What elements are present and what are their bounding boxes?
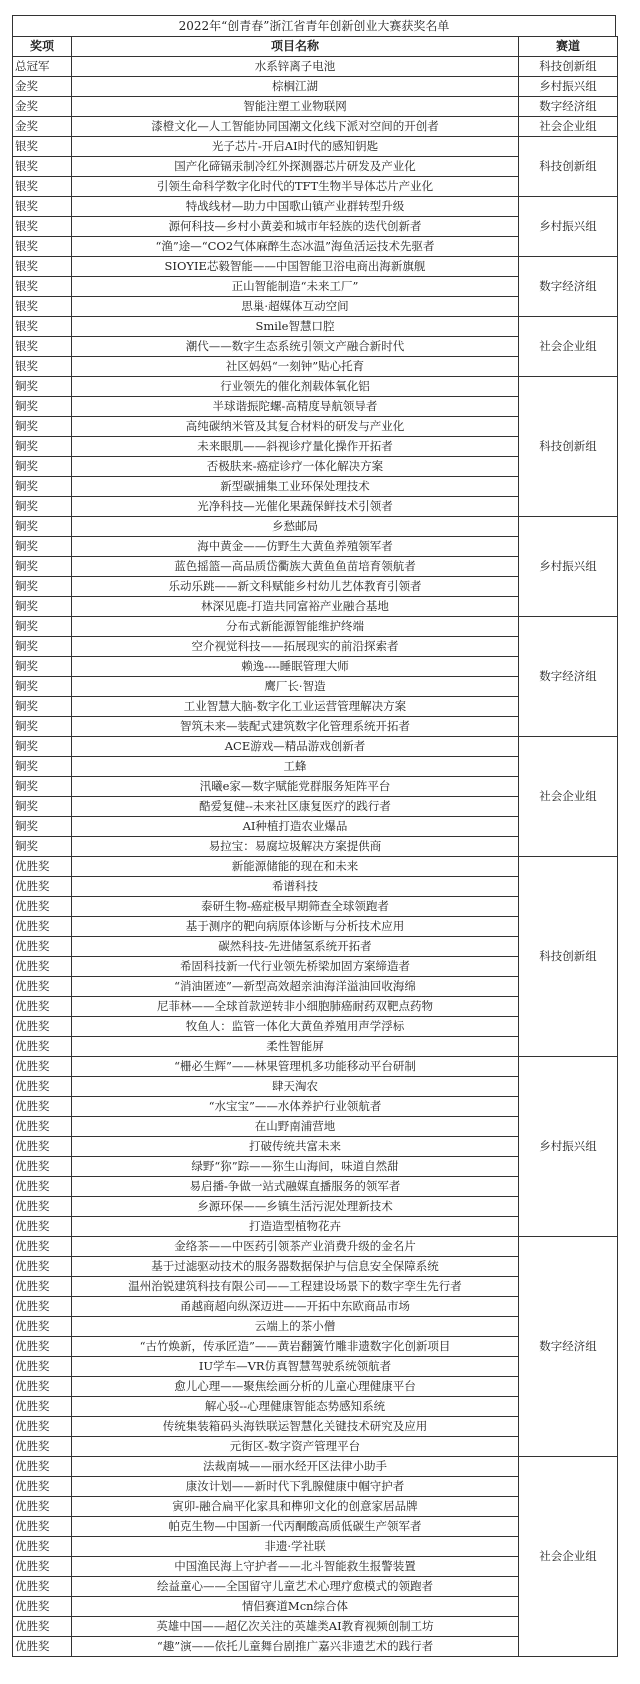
award-cell: 铜奖: [13, 537, 72, 557]
project-name-cell: 温州治锐建筑科技有限公司——工程建设场景下的数字孪生先行者: [72, 1277, 519, 1297]
award-cell: 铜奖: [13, 777, 72, 797]
award-cell: 铜奖: [13, 757, 72, 777]
table-row: [13, 77, 618, 97]
award-cell: 银奖: [13, 217, 72, 237]
project-name-cell: 社区妈妈“一刻钟”贴心托育: [72, 357, 519, 377]
project-name-cell: 新型碳捕集工业环保处理技术: [72, 477, 519, 497]
award-cell: 优胜奖: [13, 1257, 72, 1277]
project-name-cell: 元街区-数字资产管理平台: [72, 1437, 519, 1457]
project-name-cell: 特战线材—助力中国歌山镇产业群转型升级: [72, 197, 519, 217]
project-name-cell: 引领生命科学数字化时代的TFT生物半导体芯片产业化: [72, 177, 519, 197]
award-cell: 铜奖: [13, 477, 72, 497]
award-cell: 优胜奖: [13, 1177, 72, 1197]
award-cell: 优胜奖: [13, 1297, 72, 1317]
project-name-cell: 水系锌离子电池: [72, 57, 519, 77]
project-name-cell: 云端上的茶小僧: [72, 1317, 519, 1337]
award-cell: 优胜奖: [13, 1237, 72, 1257]
award-cell: 优胜奖: [13, 1097, 72, 1117]
award-cell: 铜奖: [13, 597, 72, 617]
table-row: [13, 1057, 618, 1077]
track-cell: 科技创新组: [519, 137, 618, 197]
award-cell: 优胜奖: [13, 1117, 72, 1137]
project-name-cell: 国产化碲镉汞制冷红外探测器芯片研发及产业化: [72, 157, 519, 177]
track-cell: 社会企业组: [519, 737, 618, 857]
project-name-cell: 打破传统共富未来: [72, 1137, 519, 1157]
project-name-cell: Smile智慧口腔: [72, 317, 519, 337]
table-row: [13, 517, 618, 537]
project-name-cell: 源何科技—乡村小黄姜和城市年轻族的迭代创新者: [72, 217, 519, 237]
project-name-cell: 行业领先的催化剂载体氧化铝: [72, 377, 519, 397]
project-name-cell: 工业智慧大脑-数字化工业运营管理解决方案: [72, 697, 519, 717]
project-name-cell: 在山野南浦营地: [72, 1117, 519, 1137]
award-cell: 铜奖: [13, 617, 72, 637]
award-cell: 银奖: [13, 237, 72, 257]
project-name-cell: 潮代——数字生态系统引领文产融合新时代: [72, 337, 519, 357]
project-name-cell: 尼菲林——全球首款逆转非小细胞肺癌耐药双靶点药物: [72, 997, 519, 1017]
award-cell: 铜奖: [13, 697, 72, 717]
award-cell: 总冠军: [13, 57, 72, 77]
award-cell: 优胜奖: [13, 1037, 72, 1057]
project-name-cell: 工蜂: [72, 757, 519, 777]
award-cell: 铜奖: [13, 457, 72, 477]
award-cell: 优胜奖: [13, 1577, 72, 1597]
award-cell: 优胜奖: [13, 1617, 72, 1637]
project-name-cell: 乡源环保——乡镇生活污泥处理新技术: [72, 1197, 519, 1217]
project-name-cell: 法裁南城——丽水经开区法律小助手: [72, 1457, 519, 1477]
award-cell: 铜奖: [13, 637, 72, 657]
award-cell: 银奖: [13, 197, 72, 217]
table-header-row: [13, 37, 618, 57]
award-cell: 铜奖: [13, 577, 72, 597]
project-name-cell: 解心驳--心理健康智能态势感知系统: [72, 1397, 519, 1417]
table-row: [13, 737, 618, 757]
award-table: [12, 36, 618, 1657]
project-name-cell: “趣”演——依托儿童舞台剧推广嘉兴非遗艺术的践行者: [72, 1637, 519, 1657]
table-row: [13, 857, 618, 877]
project-name-cell: 林深见鹿-打造共同富裕产业融合基地: [72, 597, 519, 617]
award-cell: 优胜奖: [13, 1137, 72, 1157]
project-name-cell: 智能注塑工业物联网: [72, 97, 519, 117]
award-cell: 铜奖: [13, 397, 72, 417]
project-name-cell: 绿野“狝”踪——狝生山海间，味道自然甜: [72, 1157, 519, 1177]
table-row: [13, 57, 618, 77]
award-cell: 优胜奖: [13, 877, 72, 897]
award-cell: 优胜奖: [13, 977, 72, 997]
project-name-cell: “古竹焕新，传承匠造”——黄岩翻簧竹雕非遗数字化创新项目: [72, 1337, 519, 1357]
project-name-cell: 蓝色摇篮—高品质岱衢族大黄鱼鱼苗培育领航者: [72, 557, 519, 577]
track-cell: 数字经济组: [519, 617, 618, 737]
track-cell: 数字经济组: [519, 1237, 618, 1457]
table-row: [13, 377, 618, 397]
project-name-cell: 康汝计划——新时代下乳腺健康中帼守护者: [72, 1477, 519, 1497]
project-name-cell: 新能源储能的现在和未来: [72, 857, 519, 877]
project-name-cell: 酷爱复健--未来社区康复医疗的践行者: [72, 797, 519, 817]
award-cell: 铜奖: [13, 517, 72, 537]
award-cell: 银奖: [13, 177, 72, 197]
project-name-cell: 基于测序的靶向病原体诊断与分析技术应用: [72, 917, 519, 937]
award-cell: 优胜奖: [13, 1437, 72, 1457]
award-cell: 铜奖: [13, 677, 72, 697]
project-name-cell: 汛曦e家—数字赋能党群服务矩阵平台: [72, 777, 519, 797]
award-cell: 金奖: [13, 77, 72, 97]
award-cell: 优胜奖: [13, 957, 72, 977]
award-cell: 铜奖: [13, 497, 72, 517]
project-name-cell: “渔”途—“CO2气体麻醉生态冰温”海鱼活运技术先驱者: [72, 237, 519, 257]
project-name-cell: 漆橙文化—人工智能协同国潮文化线下派对空间的开创者: [72, 117, 519, 137]
track-cell: 科技创新组: [519, 377, 618, 517]
award-cell: 优胜奖: [13, 1557, 72, 1577]
track-cell: 乡村振兴组: [519, 517, 618, 617]
project-name-cell: 非遗·学社联: [72, 1537, 519, 1557]
award-cell: 优胜奖: [13, 1377, 72, 1397]
award-cell: 优胜奖: [13, 997, 72, 1017]
project-name-cell: 肆天淘农: [72, 1077, 519, 1097]
award-cell: 优胜奖: [13, 1477, 72, 1497]
award-cell: 铜奖: [13, 437, 72, 457]
project-name-cell: 寅卯-融合扁平化家具和榫卯文化的创意家居品牌: [72, 1497, 519, 1517]
award-cell: 优胜奖: [13, 1277, 72, 1297]
award-cell: 优胜奖: [13, 1017, 72, 1037]
award-cell: 优胜奖: [13, 1077, 72, 1097]
project-name-cell: 高纯碳纳米管及其复合材料的研发与产业化: [72, 417, 519, 437]
table-row: [13, 97, 618, 117]
award-cell: 铜奖: [13, 557, 72, 577]
track-cell: 乡村振兴组: [519, 1057, 618, 1237]
header-track: 赛道: [519, 37, 618, 57]
award-cell: 银奖: [13, 137, 72, 157]
track-cell: 乡村振兴组: [519, 77, 618, 97]
project-name-cell: 中国渔民海上守护者——北斗智能救生报警装置: [72, 1557, 519, 1577]
project-name-cell: 英雄中国——超亿次关注的英雄类AI教育视频创制工坊: [72, 1617, 519, 1637]
award-cell: 优胜奖: [13, 1497, 72, 1517]
project-name-cell: 易启播-争做一站式融媒直播服务的领军者: [72, 1177, 519, 1197]
track-cell: 科技创新组: [519, 857, 618, 1057]
project-name-cell: 分布式新能源智能维护终端: [72, 617, 519, 637]
award-cell: 优胜奖: [13, 1457, 72, 1477]
project-name-cell: 柔性智能屏: [72, 1037, 519, 1057]
award-cell: 优胜奖: [13, 1637, 72, 1657]
project-name-cell: 棕榈江湖: [72, 77, 519, 97]
award-cell: 优胜奖: [13, 1397, 72, 1417]
award-cell: 铜奖: [13, 657, 72, 677]
project-name-cell: 碳然科技-先进储氢系统开拓者: [72, 937, 519, 957]
award-cell: 优胜奖: [13, 1357, 72, 1377]
award-cell: 铜奖: [13, 837, 72, 857]
award-cell: 优胜奖: [13, 1217, 72, 1237]
project-name-cell: 乡愁邮局: [72, 517, 519, 537]
award-cell: 优胜奖: [13, 1317, 72, 1337]
project-name-cell: 基于过滤驱动技术的服务器数据保护与信息安全保障系统: [72, 1257, 519, 1277]
award-list-document: [12, 15, 616, 1657]
award-cell: 优胜奖: [13, 857, 72, 877]
project-name-cell: 泰研生物-癌症极早期筛查全球领跑者: [72, 897, 519, 917]
award-cell: 银奖: [13, 257, 72, 277]
project-name-cell: 鹰厂长·智造: [72, 677, 519, 697]
project-name-cell: ACE游戏—精品游戏创新者: [72, 737, 519, 757]
award-cell: 银奖: [13, 297, 72, 317]
project-name-cell: 光子芯片-开启AI时代的感知钥匙: [72, 137, 519, 157]
table-row: [13, 317, 618, 337]
header-award: 奖项: [13, 37, 72, 57]
project-name-cell: 希固科技新一代行业领先桥梁加固方案缔造者: [72, 957, 519, 977]
award-cell: 银奖: [13, 157, 72, 177]
award-cell: 优胜奖: [13, 1537, 72, 1557]
project-name-cell: 赖逸----睡眠管理大师: [72, 657, 519, 677]
award-cell: 优胜奖: [13, 937, 72, 957]
project-name-cell: 愈儿心理——聚焦绘画分析的儿童心理健康平台: [72, 1377, 519, 1397]
project-name-cell: 半球谐振陀螺-高精度导航领导者: [72, 397, 519, 417]
project-name-cell: “栅必生辉”——林果管理机多功能移动平台研制: [72, 1057, 519, 1077]
project-name-cell: 空介视觉科技——拓展现实的前沿探索者: [72, 637, 519, 657]
award-cell: 优胜奖: [13, 1157, 72, 1177]
award-cell: 金奖: [13, 117, 72, 137]
project-name-cell: 易拉宝：易腐垃圾解决方案提供商: [72, 837, 519, 857]
project-name-cell: 乐动乐跳——新文科赋能乡村幼儿艺体教育引领者: [72, 577, 519, 597]
award-cell: 铜奖: [13, 717, 72, 737]
award-cell: 金奖: [13, 97, 72, 117]
project-name-cell: 牧鱼人：监管一体化大黄鱼养殖用声学浮标: [72, 1017, 519, 1037]
award-cell: 优胜奖: [13, 1197, 72, 1217]
project-name-cell: “消油匿迹”—新型高效超亲油海洋溢油回收海绵: [72, 977, 519, 997]
award-cell: 银奖: [13, 317, 72, 337]
project-name-cell: 未来眼肌——斜视诊疗量化操作开拓者: [72, 437, 519, 457]
project-name-cell: 光净科技—光催化果蔬保鲜技术引领者: [72, 497, 519, 517]
table-row: [13, 257, 618, 277]
award-cell: 铜奖: [13, 737, 72, 757]
award-cell: 优胜奖: [13, 1517, 72, 1537]
track-cell: 数字经济组: [519, 257, 618, 317]
award-cell: 优胜奖: [13, 1417, 72, 1437]
project-name-cell: IU学车—VR仿真智慧驾驶系统领航者: [72, 1357, 519, 1377]
track-cell: 社会企业组: [519, 1457, 618, 1657]
award-cell: 铜奖: [13, 417, 72, 437]
award-cell: 优胜奖: [13, 917, 72, 937]
project-name-cell: 思巢·超媒体互动空间: [72, 297, 519, 317]
project-name-cell: SIOYIE芯毅智能——中国智能卫浴电商出海新旗舰: [72, 257, 519, 277]
project-name-cell: 希谱科技: [72, 877, 519, 897]
track-cell: 社会企业组: [519, 117, 618, 137]
project-name-cell: 帕克生物—中国新一代丙酮酸高质低碳生产领军者: [72, 1517, 519, 1537]
document-title: 2022年“创青春”浙江省青年创新创业大赛获奖名单: [12, 15, 616, 36]
award-table-body: [13, 57, 618, 1657]
award-cell: 银奖: [13, 357, 72, 377]
award-cell: 铜奖: [13, 817, 72, 837]
award-cell: 优胜奖: [13, 1337, 72, 1357]
project-name-cell: 否极肤来-癌症诊疗一体化解决方案: [72, 457, 519, 477]
table-row: [13, 1457, 618, 1477]
project-name-cell: 海中黄金——仿野生大黄鱼养殖领军者: [72, 537, 519, 557]
track-cell: 社会企业组: [519, 317, 618, 377]
track-cell: 乡村振兴组: [519, 197, 618, 257]
award-cell: 铜奖: [13, 797, 72, 817]
table-row: [13, 617, 618, 637]
project-name-cell: 情侣赛道Mcn综合体: [72, 1597, 519, 1617]
project-name-cell: AI种植打造农业爆品: [72, 817, 519, 837]
project-name-cell: 金络茶——中医药引领茶产业消费升级的金名片: [72, 1237, 519, 1257]
header-project-name: 项目名称: [72, 37, 519, 57]
table-row: [13, 117, 618, 137]
award-cell: 银奖: [13, 277, 72, 297]
table-row: [13, 137, 618, 157]
project-name-cell: 传统集装箱码头海铁联运智慧化关键技术研究及应用: [72, 1417, 519, 1437]
project-name-cell: 正山智能制造“未来工厂”: [72, 277, 519, 297]
award-cell: 优胜奖: [13, 897, 72, 917]
table-row: [13, 1237, 618, 1257]
award-cell: 铜奖: [13, 377, 72, 397]
award-cell: 优胜奖: [13, 1057, 72, 1077]
award-cell: 优胜奖: [13, 1597, 72, 1617]
table-row: [13, 197, 618, 217]
project-name-cell: 绘益童心——全国留守儿童艺术心理疗愈模式的领跑者: [72, 1577, 519, 1597]
project-name-cell: “水宝宝”——水体养护行业领航者: [72, 1097, 519, 1117]
project-name-cell: 打造造型植物花卉: [72, 1217, 519, 1237]
project-name-cell: 智筑未来—装配式建筑数字化管理系统开拓者: [72, 717, 519, 737]
award-cell: 银奖: [13, 337, 72, 357]
track-cell: 科技创新组: [519, 57, 618, 77]
project-name-cell: 甬越商超向纵深迈进——开拓中东欧商品市场: [72, 1297, 519, 1317]
track-cell: 数字经济组: [519, 97, 618, 117]
